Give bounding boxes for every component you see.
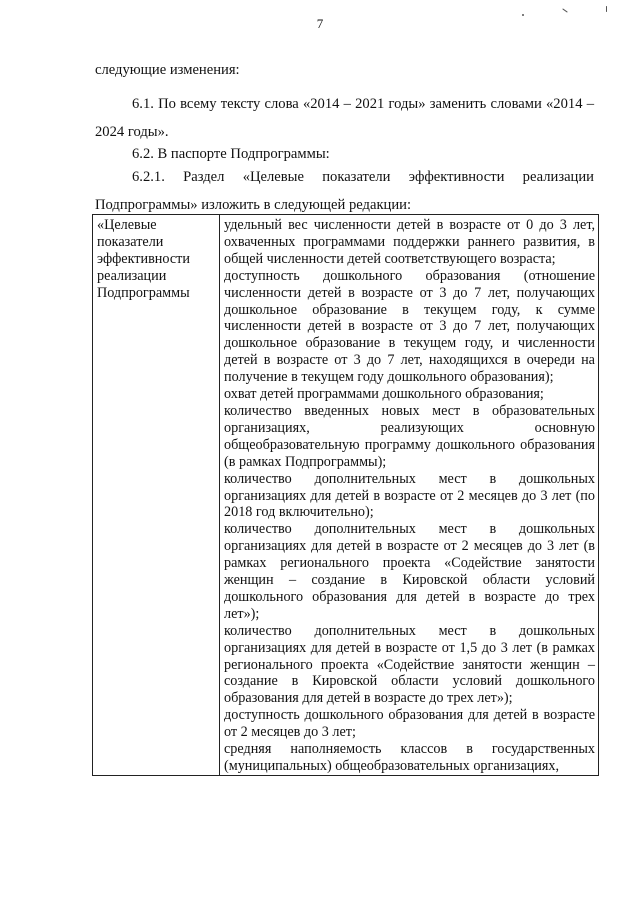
indicators-cell (220, 215, 599, 776)
page-number: 7 (316, 16, 324, 31)
clause-6-2-1: 6.2.1. Раздел «Целевые показатели эффективности реализации Подпрограммы» изложить в следующей редакции: (95, 169, 594, 213)
intro-paragraph: следующие изменения: (95, 62, 240, 78)
clause-6-1: 6.1. По всему тексту слова «2014 – 2021 годы» заменить словами «2014 – 2024 годы». (95, 96, 594, 140)
indicator-item: количество дополнительных мест в дошкольных организациях для детей в возрасте от 2 месяцев до 3 лет (по 2018 год включительно); (224, 470, 595, 521)
scan-speck (606, 6, 607, 12)
indicator-item: доступность дошкольного образования для детей в возрасте от 2 месяцев до 3 лет; (224, 707, 595, 741)
table-row (93, 215, 599, 776)
indicator-item: количество дополнительных мест в дошкольных организациях для детей в возрасте от 2 месяцев до 3 лет (в рамках регионального проекта «Содействие занятости женщин – создание в Кировской области условий дошкольного образования для детей в возрасте до трех лет»); (224, 521, 595, 622)
indicator-item: доступность дошкольного образования (отношение численности детей в возрасте от 3 до 7 лет, получающих дошкольное образование в текущем году, к сумме численности детей в возрасте от 3 до 7 лет, получающих дошкольное образование в текущем году, и численности детей в возрасте от 3 до 7 лет, находящихся в очереди на получение в текущем году дошкольного образования); (224, 267, 595, 386)
clause-6-2: 6.2. В паспорте Подпрограммы: (132, 146, 330, 162)
indicator-item: средняя наполняемость классов в государственных (муниципальных) общеобразовательных организациях, (224, 741, 595, 774)
section-label-cell: «Целевые показатели эффективности реализации Подпрограммы (93, 215, 220, 776)
scan-speck (562, 8, 567, 12)
indicator-item: количество введенных новых мест в образовательных организациях, реализующих основную общеобразовательную программу дошкольного образования (в рамках Подпрограммы); (224, 402, 595, 470)
indicators-table (92, 214, 599, 776)
indicator-item: удельный вес численности детей в возрасте от 0 до 3 лет, охваченных программами поддержки раннего развития, в общей численности детей соответствующего возраста; (224, 217, 595, 267)
indicator-item: охват детей программами дошкольного образования; (224, 386, 544, 403)
indicator-item: количество дополнительных мест в дошкольных организациях для детей в возрасте от 1,5 до 3 лет (в рамках регионального проекта «Содействие занятости женщин – создание в Кировской области условий дошкольного образования для детей в возрасте до трех лет»); (224, 622, 595, 707)
scan-speck (522, 14, 524, 16)
